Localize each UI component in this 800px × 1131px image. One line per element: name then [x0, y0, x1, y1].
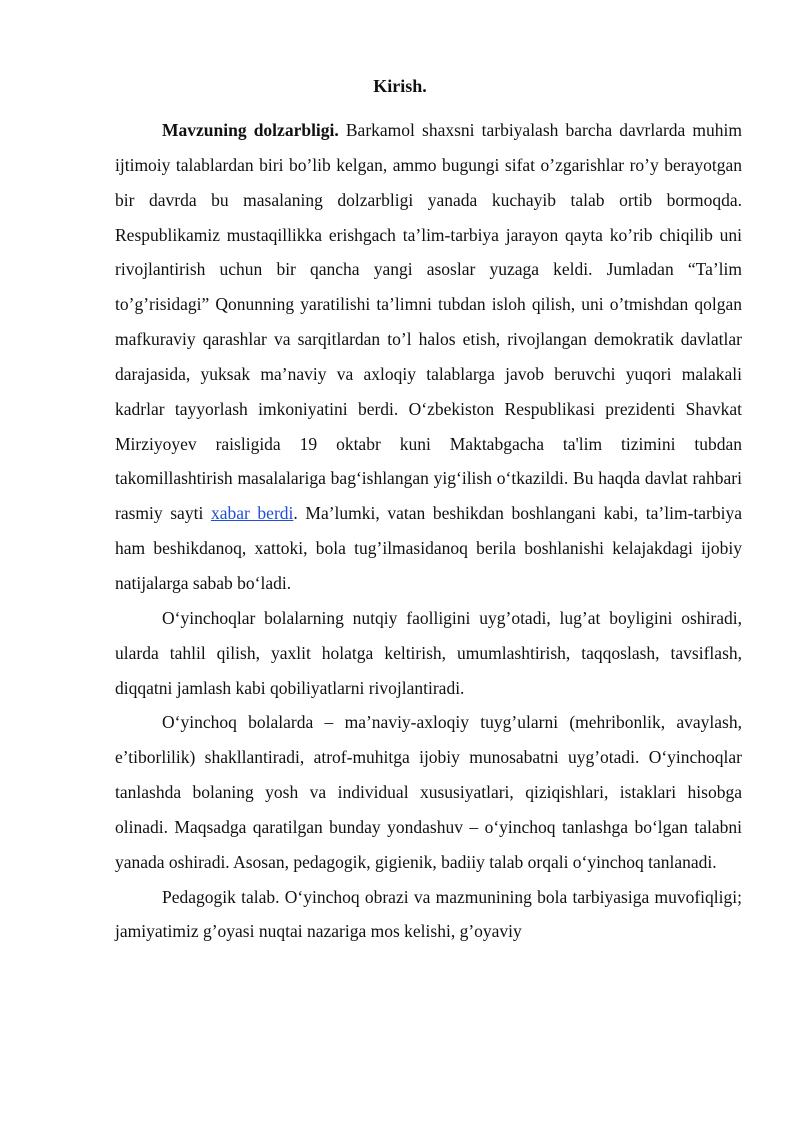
page-title: Kirish.: [373, 76, 427, 96]
paragraph-pedagogical-requirement: Pedagogik talab. O‘yinchoq obrazi va mazmunining bola tarbiyasiga muvofiqligi; jamiyatimiz g’oyasi nuqtai nazariga mos kelishi, g’oyaviy: [115, 886, 742, 942]
paragraph-lead: Mavzuning dolzarbligi.: [162, 120, 339, 140]
paragraph-toys-morals: O‘yinchoq bolalarda – ma’naviy-axloqiy tuyg’ularni (mehribonlik, avaylash, e’tiborlilik) shakllantiradi, atrof-muhitga ijobiy munosabatni uyg’otadi. O‘yinchoqlar tanlashda bolaning yosh va individual xususiyatlari, qiziqishlari, istaklari hisobga olinadi. Maqsadga qaratilgan bunday yondashuv – o‘yinchoq tanlashga bo‘lgan talabni yanada oshiradi. Asosan, pedagogik, gigienik, badiiy talab orqali o‘yinchoq tanlanadi.: [115, 712, 742, 872]
news-link[interactable]: xabar berdi: [210, 503, 294, 524]
paragraph-text: Barkamol shaxsni tarbiyalash barcha davrlarda muhim ijtimoiy talablardan biri bo’lib kelgan, ammo bugungi sifat o’zgarishlar ro’y berayotgan bir davrda bu masalaning dolzarbligi yanada kuchayib talab ortib bormoqda. Respublikamiz mustaqillikka erishgach ta’lim-tarbiya jarayon qayta ko’rib chiqilib uni rivojlantirish uchun bir qancha yangi asoslar yuzaga keldi. Jumladan “Ta’lim to’g’risidagi” Qonunning yaratilishi ta’limni tubdan isloh qilish, uni o’tmishdan qolgan mafkuraviy qarashlar va sarqitlardan to’l halos etish, rivojlangan demokratik davlatlar darajasida, yuksak ma’naviy va axloqiy talablarga javob beruvchi yuqori malakali kadrlar tayyorlash imkoniyatini berdi. O‘zbekiston Respublikasi prezidenti Shavkat Mirziyoyev raisligida 19 oktabr kuni Maktabgacha ta'lim tizimini tubdan takomillashtirish masalalariga bag‘ishlangan yig‘ilish o‘tkazildi. Bu haqda davlat rahbari rasmiy sayti: [115, 120, 742, 524]
paragraph-toys-speech: O‘yinchoqlar bolalarning nutqiy faolligini uyg’otadi, lug’at boyligini oshiradi, ularda tahlil qilish, yaxlit holatga keltirish, umumlashtirish, taqqoslash, tavsiflash, diqqatni jamlash kabi qobiliyatlarni rivojlantiradi.: [115, 607, 742, 698]
paragraph-relevance: [115, 113, 742, 601]
document-body: [115, 113, 742, 949]
paragraph-text: . Ma’lumki, vatan beshikdan boshlangani kabi, ta’lim-tarbiya ham beshikdanoq, xattoki, bola tug’ilmasidanoq berila boshlanishi kelajakdagi ijobiy natijalarga sabab bo‘ladi.: [115, 503, 742, 593]
